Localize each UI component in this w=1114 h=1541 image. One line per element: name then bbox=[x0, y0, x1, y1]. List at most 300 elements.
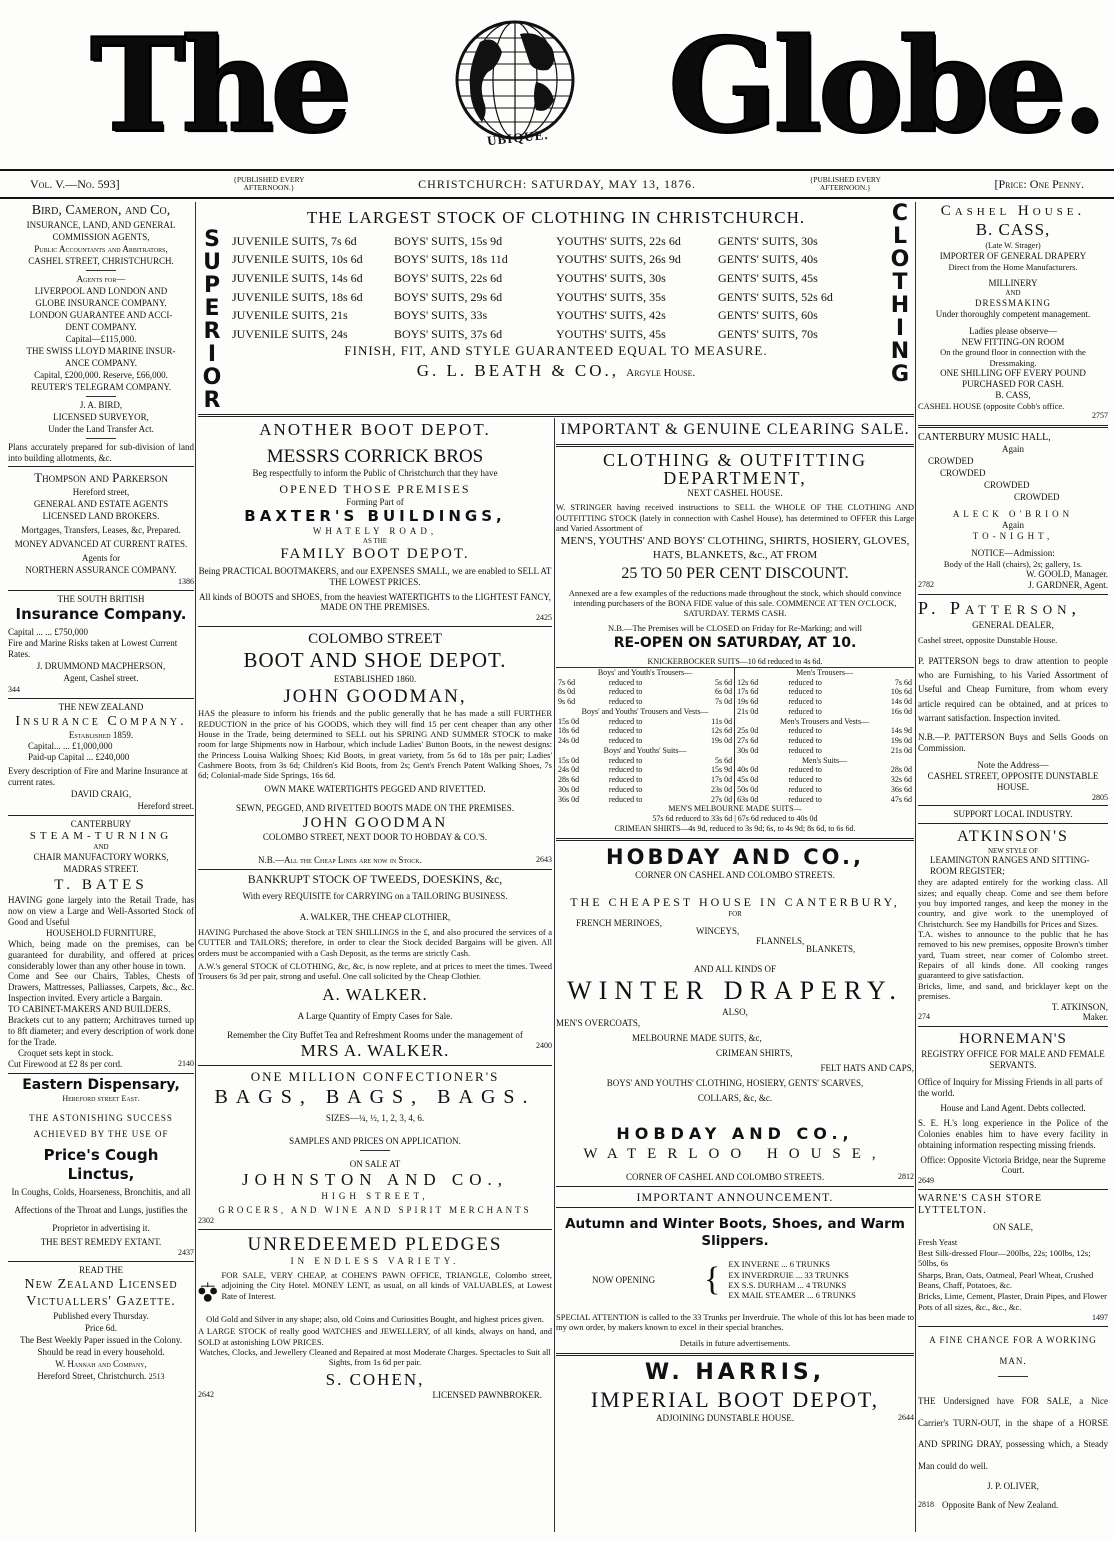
agents-line: Capital, £200,000. Reserve, £66,000. bbox=[34, 369, 168, 380]
column-rule bbox=[554, 418, 555, 1532]
atkinson-body-2: T.A. wishes to announce to the public that he has removed to his new premises, opposite Brown's timber yard, Tuam street, near corner of Colombo street. Repairs of all kinds done. All cooking ranges guaranteed to give satisfaction. bbox=[918, 929, 1108, 981]
ship-line: EX INVERNE ... 6 TRUNKS bbox=[728, 1259, 830, 1270]
colombo-est: ESTABLISHED 1860. bbox=[333, 674, 417, 685]
column-3 bbox=[556, 420, 914, 1424]
beath-firm-line bbox=[198, 361, 914, 382]
table-cell: 19s 0d bbox=[711, 736, 733, 746]
table-row bbox=[735, 678, 914, 688]
beath-row bbox=[232, 325, 880, 344]
melbourne-row: 57s 6d reduced to 33s 6d | 67s 6d reduced to 40s 0d bbox=[652, 814, 818, 824]
table-row bbox=[556, 746, 735, 756]
beath-cell: YOUTHS' SUITS, 22s 6d bbox=[556, 233, 681, 248]
table-row bbox=[735, 726, 914, 736]
warne-item: Best Silk-dressed Flour—200lbs, 22s; 100lbs, 12s; 50lbs, 6s bbox=[918, 1247, 1091, 1269]
reductions-table-right bbox=[735, 668, 914, 805]
table-cell: 7s 6d bbox=[558, 677, 576, 687]
cohen-role: LICENSED PAWNBROKER. bbox=[432, 1390, 542, 1401]
table-cell: 32s 6d bbox=[890, 775, 912, 785]
crimean-shirts: CRIMEAN SHIRTS, bbox=[716, 1048, 793, 1059]
beath-cell: GENTS' SUITS, 70s bbox=[718, 326, 818, 341]
table-cell: reduced to bbox=[788, 677, 822, 687]
bates-body-3: Come and See our Chairs, Tables, Chests of Drawers, Mattresses, Palliasses, Carpets, &c., &c. Inspection invited. Every article a Bargain. bbox=[8, 971, 194, 1004]
beath-row bbox=[232, 288, 880, 307]
price-title: Price's Cough Linctus, bbox=[43, 1146, 159, 1183]
agents-line: ANCE COMPANY. bbox=[64, 357, 138, 368]
table-cell: reduced to bbox=[608, 775, 643, 785]
walker-remember: Remember the City Buffet Tea and Refreshment Rooms under the management of bbox=[227, 1030, 523, 1041]
superior-vertical bbox=[200, 228, 224, 412]
million: ONE MILLION CONFECTIONER'S bbox=[250, 1069, 500, 1085]
johnston: JOHNSTON AND CO., bbox=[241, 1170, 509, 1190]
beath-row bbox=[232, 269, 880, 288]
bird-plans: Plans accurately prepared for sub-division of land into building allotments, &c. bbox=[8, 441, 194, 463]
table-cell: 28s 0d bbox=[890, 765, 912, 775]
fine-chance: A FINE CHANCE FOR A WORKING MAN. bbox=[929, 1334, 1097, 1367]
walker-cheap: A. WALKER, THE CHEAP CLOTHIER, bbox=[299, 911, 451, 922]
beath-cell: YOUTHS' SUITS, 35s bbox=[556, 289, 666, 304]
bates-number: 2140 bbox=[178, 1059, 194, 1069]
thompson-agents-line: Agents for bbox=[81, 553, 121, 564]
bird-role-line: Under the Land Transfer Act. bbox=[48, 423, 154, 434]
superior-letter: P bbox=[203, 273, 221, 298]
lv-pub-text: Hereford Street, Christchurch. bbox=[37, 1370, 147, 1381]
cass-name: B. CASS, bbox=[975, 220, 1051, 240]
under-management: Under thoroughly competent management. bbox=[935, 308, 1091, 319]
direct: Direct from the Home Manufacturers. bbox=[948, 261, 1078, 272]
table-cell: 8s 0d bbox=[558, 687, 576, 697]
clothing-vertical bbox=[888, 202, 912, 386]
goold: W. GOOLD, Manager. bbox=[1026, 569, 1108, 580]
table-row bbox=[735, 756, 914, 766]
eastern-sub: Hereford street East. bbox=[62, 1094, 140, 1104]
goodman-number: 2643 bbox=[536, 854, 552, 864]
felt-hats: FELT HATS AND CAPS, bbox=[820, 1062, 914, 1073]
clothing-letter: O bbox=[890, 247, 910, 272]
sizes: SIZES—¼, ½, 1, 2, 3, 4, 6. bbox=[325, 1113, 425, 1124]
nz-paidup: Paid-up Capital ... £240,000 bbox=[28, 751, 130, 762]
table-row bbox=[556, 687, 735, 697]
table-cell: 21s 0d bbox=[737, 706, 759, 716]
lv-pub-line: W. Hannah and Company, bbox=[55, 1358, 147, 1369]
atkinson-foot bbox=[918, 1012, 1108, 1023]
table-cell: 12s 6d bbox=[737, 677, 759, 687]
city-date: CHRISTCHURCH: SATURDAY, MAY 13, 1876. bbox=[418, 176, 697, 191]
new-style: NEW STYLE OF bbox=[987, 846, 1039, 855]
cheapest: THE CHEAPEST HOUSE IN CANTERBURY, bbox=[570, 895, 900, 910]
sewn: SEWN, PEGGED, AND RIVETTED BOOTS MADE ON THE PREMISES. bbox=[235, 802, 515, 813]
thompson-number: 1386 bbox=[178, 577, 194, 587]
table-cell: 47s 6d bbox=[890, 794, 912, 804]
table-cell: 12s 6d bbox=[711, 726, 733, 736]
music-again: Again bbox=[1002, 444, 1024, 455]
beath-row bbox=[232, 306, 880, 325]
beath-cell: BOYS' SUITS, 22s 6d bbox=[394, 270, 503, 285]
table-row bbox=[556, 775, 735, 785]
published-note-left: {PUBLISHED EVERY AFTERNOON.} bbox=[233, 175, 305, 192]
price-number: 2437 bbox=[178, 1247, 194, 1257]
fitting-room: NEW FITTING-ON ROOM bbox=[961, 336, 1065, 347]
bankrupt-title: BANKRUPT STOCK OF TWEEDS, DOESKINS, &c, bbox=[247, 873, 503, 886]
nz-head: THE NEW ZEALAND bbox=[58, 701, 144, 712]
superior-letter: R bbox=[203, 319, 221, 344]
for: FOR bbox=[728, 909, 742, 918]
mrs-walker: MRS A. WALKER. bbox=[300, 1041, 450, 1061]
fabrics bbox=[556, 918, 914, 964]
harris-foot bbox=[556, 1413, 914, 1424]
table-subhead: Boys' and Youths' Trousers and Vests— bbox=[581, 706, 709, 716]
eastern-title: Eastern Dispensary, bbox=[22, 1077, 180, 1094]
table-cell: 40s 0d bbox=[737, 765, 759, 775]
brace-icon: { bbox=[704, 1261, 721, 1299]
beath-cell: JUVENILE SUITS, 24s bbox=[232, 326, 348, 341]
atkinson: ATKINSON'S bbox=[957, 828, 1069, 846]
price-body: In Coughs, Colds, Hoarseness, Bronchitis, and all Affections of the Throat and Lungs, justifies the Proprietor in advertising it. bbox=[11, 1187, 191, 1233]
table-cell: 9s 6d bbox=[558, 697, 576, 707]
annexed: Annexed are a few examples of the reductions made throughout the stock, which should convince intending purchasers of the BONA FIDE value of this sale. COMMENCE AT TEN O'CLOCK, SATURDAY. TERMS CASH. bbox=[568, 587, 902, 619]
colombo-big: BOOT AND SHOE DEPOT. bbox=[243, 648, 507, 673]
note-address: Note the Address— bbox=[977, 759, 1049, 770]
table-cell: 24s 0d bbox=[558, 765, 580, 775]
sb-head: THE SOUTH BRITISH bbox=[57, 593, 145, 604]
pledges: UNREDEEMED PLEDGES bbox=[247, 1233, 503, 1255]
tonight: TO-NIGHT, bbox=[972, 531, 1054, 542]
table-row bbox=[556, 736, 735, 746]
sb-agent-line: J. DRUMMOND MACPHERSON, bbox=[36, 661, 166, 672]
bird-line: COMMISSION AGENTS, bbox=[52, 232, 150, 243]
beath-title: THE LARGEST STOCK OF CLOTHING IN CHRISTCHURCH. bbox=[306, 208, 806, 227]
thompson-agents bbox=[8, 553, 194, 576]
sb-number: 344 bbox=[8, 684, 20, 694]
beath-cell: BOYS' SUITS, 29s 6d bbox=[394, 289, 503, 304]
thompson-agents-line: NORTHERN ASSURANCE COMPANY. bbox=[25, 565, 177, 576]
price: [Price: One Penny. bbox=[994, 176, 1084, 191]
flannels: FLANNELS, bbox=[756, 936, 805, 947]
goodman-body: HAS the pleasure to inform his friends and the public generally that he has made a still FURTHER REDUCTION in the price of his GOODS, which they will find 15 per cent cheaper than any other House in the Trade, being determined to SELL out his SPRING AND SUMMER STOCK to make room for large Shipments now in Harbour, which include Ladies' Button Boots, in the newest designs: the Princess Louisa Walking Shoes; Kid Boots, in great variety, from 5s 6d to 18s per pair; Ladies' Cashmere Boots, from 3s 6d; Children's Kid Boots, from 2s; Gent's French Patent Walking Shoes, 7s 6d; Colonial-made Side Springs, 16s 6d. bbox=[198, 708, 552, 781]
goodman-nb-line bbox=[198, 855, 552, 866]
table-cell: reduced to bbox=[788, 775, 822, 785]
table-cell: reduced to bbox=[788, 706, 822, 716]
steam-and: AND bbox=[93, 842, 109, 851]
nz-title: Insurance Company. bbox=[15, 713, 187, 729]
masthead-globe: Globe. bbox=[668, 11, 1103, 161]
table-cell: 6s 0d bbox=[715, 687, 733, 697]
now-opening: NOW OPENING bbox=[592, 1274, 656, 1285]
table-cell: 14s 0d bbox=[890, 697, 912, 707]
crowded bbox=[918, 456, 1108, 503]
table-cell: 27s 6d bbox=[737, 736, 759, 746]
bird-role bbox=[8, 412, 194, 435]
table-cell: 17s 6d bbox=[737, 687, 759, 697]
superior-letter: E bbox=[204, 296, 220, 321]
bates-cabinet: TO CABINET-MAKERS AND BUILDERS. bbox=[8, 1004, 171, 1015]
table-cell: 27s 0d bbox=[711, 794, 733, 804]
lv-line: Published every Thursday. bbox=[53, 1310, 149, 1321]
sb-capital: Capital ... ... £750,000 bbox=[8, 627, 88, 638]
agents-line: Capital—£115,000. bbox=[65, 333, 137, 344]
ship-line: EX S.S. DURHAM ... 4 TRUNKS bbox=[728, 1279, 847, 1290]
details: Details in future advertisements. bbox=[679, 1338, 791, 1349]
harris-number: 2644 bbox=[898, 1413, 914, 1423]
table-row bbox=[735, 785, 914, 795]
table-cell: 5s 6d bbox=[715, 677, 733, 687]
beath-ad bbox=[198, 202, 914, 417]
bird-line: Public Accountants and Arbitrators, bbox=[34, 244, 168, 255]
table-cell: reduced to bbox=[608, 736, 643, 746]
bates-name: T. BATES bbox=[54, 877, 148, 894]
clothing-letter: H bbox=[890, 293, 910, 318]
nz-agent-line: DAVID CRAIG, bbox=[70, 788, 132, 799]
thompson-line: LICENSED LAND BROKERS. bbox=[42, 511, 160, 522]
cass-name-2: B. CASS, bbox=[995, 390, 1031, 401]
beath-finish: FINISH, FIT, AND STYLE GUARANTEED EQUAL TO MEASURE. bbox=[344, 343, 768, 359]
pawnbroker-balls-icon bbox=[198, 1270, 217, 1314]
corrick-name: MESSRS CORRICK BROS bbox=[266, 445, 484, 467]
table-subhead: Boys' and Youth's Trousers— bbox=[597, 667, 693, 677]
warne-number: 1497 bbox=[1092, 1313, 1108, 1323]
atkinson-maker: Maker. bbox=[1082, 1012, 1108, 1023]
bird-line: CASHEL STREET, CHRISTCHURCH. bbox=[28, 255, 174, 266]
goodman-address: COLOMBO STREET, NEXT DOOR TO HOBDAY & CO.'S. bbox=[262, 831, 488, 842]
importer: IMPORTER OF GENERAL DRAPERY bbox=[939, 250, 1087, 261]
table-cell: 36s 0d bbox=[558, 794, 580, 804]
table-cell: reduced to bbox=[788, 784, 822, 794]
clothing-letter: I bbox=[895, 316, 905, 341]
merinoes: FRENCH MERINOES, bbox=[576, 918, 663, 929]
agents-line: THE SWISS LLOYD MARINE INSUR- bbox=[26, 345, 176, 356]
bags: BAGS, BAGS, BAGS. bbox=[214, 1085, 536, 1108]
table-cell: reduced to bbox=[608, 716, 643, 726]
agents-for: Agents for— bbox=[76, 273, 126, 284]
all-kinds: AND ALL KINDS OF bbox=[694, 964, 776, 975]
bird-name: J. A. BIRD, bbox=[79, 399, 123, 410]
sb-agent-line: Agent, Cashel street. bbox=[63, 673, 139, 684]
beath-cell: JUVENILE SUITS, 7s 6d bbox=[232, 233, 357, 248]
steam-line: CHAIR MANUFACTORY WORKS, bbox=[33, 852, 169, 863]
table-cell: 7s 0d bbox=[715, 697, 733, 707]
family-boot-depot: FAMILY BOOT DEPOT. bbox=[280, 546, 470, 563]
table-row bbox=[735, 668, 914, 678]
reductions-table-left bbox=[556, 668, 735, 805]
special-attention: SPECIAL ATTENTION is called to the 33 Trunks per Inverdruie. The whole of this lot has been made to my own order, by makers known to excel in their special branches. bbox=[556, 1311, 914, 1332]
table-row bbox=[735, 775, 914, 785]
steam-lines bbox=[8, 852, 194, 875]
steam-line: MADRAS STREET. bbox=[63, 864, 139, 875]
table-row bbox=[556, 726, 735, 736]
masthead-the: The bbox=[90, 11, 348, 161]
next-cashel: NEXT CASHEL HOUSE. bbox=[687, 488, 783, 499]
cass-late: (Late W. Strager) bbox=[985, 241, 1041, 251]
beath-cell: YOUTHS' SUITS, 26s 9d bbox=[556, 252, 681, 267]
beath-cell: YOUTHS' SUITS, 42s bbox=[556, 308, 666, 323]
beath-row bbox=[232, 232, 880, 251]
oliver-addr: Opposite Bank of New Zealand. bbox=[942, 1500, 1059, 1511]
masthead bbox=[0, 0, 1114, 170]
crowded-line: CROWDED bbox=[928, 456, 974, 467]
grocers: GROCERS, AND WINE AND SPIRIT MERCHANTS bbox=[218, 1204, 532, 1215]
horneman-office-2: Office: Opposite Victoria Bridge, near the Supreme Court. bbox=[920, 1154, 1106, 1176]
column-rule bbox=[915, 202, 916, 1532]
johnston-number: 2302 bbox=[198, 1215, 214, 1225]
table-row bbox=[556, 697, 735, 707]
warne-item: Bricks, Lime, Cement, Plaster, Drain Pipes, and Flower Pots of all sizes, &c., &c., &c. bbox=[918, 1291, 1107, 1312]
corrick-number: 2425 bbox=[536, 613, 552, 623]
nb-closed: N.B.—The Premises will be CLOSED on Friday for Re-Marking; and will bbox=[607, 622, 863, 633]
blankets: BLANKETS, bbox=[806, 944, 856, 955]
table-cell: reduced to bbox=[608, 726, 643, 736]
music-foot bbox=[918, 580, 1108, 591]
agents-line: LIVERPOOL AND LONDON AND bbox=[34, 285, 168, 296]
high-street: HIGH STREET, bbox=[321, 1190, 429, 1201]
melbourne-suits: MELBOURNE MADE SUITS, &c, bbox=[632, 1033, 762, 1044]
general-dealer: GENERAL DEALER, bbox=[972, 620, 1054, 631]
hobday-number: 2812 bbox=[898, 1171, 914, 1181]
crowded-line: CROWDED bbox=[984, 480, 1030, 491]
table-cell: 63s 0d bbox=[737, 794, 759, 804]
endless: IN ENDLESS VARIETY. bbox=[290, 1255, 460, 1266]
table-cell: 24s 0d bbox=[558, 736, 580, 746]
corrick-body-2: All kinds of BOOTS and SHOES, from the heaviest WATERTIGHTS to the LIGHTEST FANCY, MADE ON THE PREMISES. bbox=[198, 591, 552, 613]
horneman-house: House and Land Agent. Debts collected. bbox=[940, 1102, 1086, 1113]
cohen-body: FOR SALE, VERY CHEAP, at COHEN'S PAWN OFFICE, TRIANGLE, Colombo street, adjoining the City Hotel. MONEY LENT, as usual, on all kinds of VALUABLES, at Lowest Rate of Interest. bbox=[221, 1269, 552, 1301]
music-hall: CANTERBURY MUSIC HALL, bbox=[918, 432, 1051, 444]
boot-depot-title: ANOTHER BOOT DEPOT. bbox=[259, 420, 491, 439]
table-cell: reduced to bbox=[788, 687, 822, 697]
overcoats: MEN'S OVERCOATS, bbox=[556, 1018, 641, 1029]
beath-cell: JUVENILE SUITS, 21s bbox=[232, 308, 348, 323]
column-1 bbox=[8, 202, 194, 1383]
oliver-name: J. P. OLIVER, bbox=[987, 1481, 1039, 1492]
beath-cell: BOYS' SUITS, 33s bbox=[394, 308, 488, 323]
support-industry: SUPPORT LOCAL INDUSTRY. bbox=[953, 809, 1073, 820]
walker-body: HAVING Purchased the above Stock at TEN SHILLINGS in the £, and also procured the services of a CUTTER and TAILORS; therefore, in order to clear the Stock decided Bargains will be given. All orders must be accompanied with a Cash Deposit, as the terms are strictly Cash. bbox=[198, 926, 552, 958]
dateline bbox=[0, 169, 1114, 199]
nz-established: Established 1859. bbox=[68, 729, 134, 740]
table-cell: 15s 0d bbox=[558, 716, 580, 726]
music-again-2: Again bbox=[1002, 520, 1024, 531]
beath-price-rows bbox=[232, 232, 880, 344]
bird-title: Bird, Cameron, and Co, bbox=[31, 203, 171, 218]
cohen-foot bbox=[198, 1390, 552, 1401]
walker-body-2: A.W.'s general STOCK of CLOTHING, &c, &c, is now replete, and at prices to meet the times. Tweed Trousers 6s 3d per pair, strong and useful. One call solicited by the Cheap Clothier. bbox=[198, 960, 552, 982]
column-4 bbox=[918, 202, 1108, 1511]
ladies: Ladies please observe— bbox=[969, 325, 1057, 336]
thompson-line: GENERAL AND ESTATE AGENTS bbox=[33, 499, 169, 510]
cohen-number: 2642 bbox=[198, 1390, 214, 1400]
beath-cell: JUVENILE SUITS, 10s 6d bbox=[232, 252, 363, 267]
cashel-house-title: Cashel House. bbox=[940, 203, 1086, 219]
sb-title: Insurance Company. bbox=[15, 604, 187, 623]
crowded-line: CROWDED bbox=[940, 468, 986, 479]
thompson-mortgages: Mortgages, Transfers, Leases, &c, Prepared. bbox=[21, 525, 181, 536]
superior-letter: S bbox=[204, 227, 220, 252]
table-cell: 28s 6d bbox=[558, 775, 580, 785]
volume-number: Vol. V.—No. 593] bbox=[30, 176, 120, 191]
nz-agent bbox=[8, 789, 194, 812]
adjoining: ADJOINING DUNSTABLE HOUSE. bbox=[656, 1413, 795, 1424]
table-subhead: Men's Suits— bbox=[801, 755, 848, 765]
table-cell: reduced to bbox=[788, 726, 822, 736]
table-cell: 11s 0d bbox=[711, 716, 733, 726]
knickerbocker: KNICKERBOCKER SUITS—10 6d reduced to 4s 6d. bbox=[647, 657, 823, 667]
table-row bbox=[556, 785, 735, 795]
thompson-money: MONEY ADVANCED AT CURRENT RATES. bbox=[14, 539, 188, 550]
beath-house: Argyle House. bbox=[626, 367, 696, 380]
beath-cell: GENTS' SUITS, 45s bbox=[718, 270, 818, 285]
column-rule bbox=[195, 202, 196, 1532]
walker-cases: A Large Quantity of Empty Cases for Sale. bbox=[297, 1011, 453, 1022]
winceys: WINCEYS, bbox=[696, 926, 740, 937]
atkinson-name: T. ATKINSON, bbox=[1051, 1001, 1108, 1012]
table-cell: 15s 9d bbox=[711, 765, 733, 775]
beath-cell: YOUTHS' SUITS, 30s bbox=[556, 270, 666, 285]
lv-title: New Zealand Licensed Victuallers' Gazette. bbox=[24, 1276, 178, 1309]
beath-cell: BOYS' SUITS, 37s 6d bbox=[394, 326, 503, 341]
hobday-foot bbox=[556, 1172, 914, 1183]
table-cell: reduced to bbox=[608, 765, 643, 775]
table-cell: 16s 0d bbox=[890, 706, 912, 716]
warne-items bbox=[918, 1237, 1108, 1313]
table-cell: 19s 0d bbox=[890, 736, 912, 746]
shipments bbox=[556, 1259, 914, 1301]
agents-line: REUTER'S TELEGRAM COMPANY. bbox=[30, 381, 172, 392]
steam-head: CANTERBURY bbox=[70, 818, 132, 829]
baxter: BAXTER'S BUILDINGS, bbox=[244, 507, 506, 526]
also: ALSO, bbox=[722, 1007, 748, 1018]
bates-body: HAVING gone largely into the Retail Trade, has now on view a Large and Well-Assorted Stock of Good and Useful bbox=[8, 894, 194, 927]
agents-line: GLOBE INSURANCE COMPANY. bbox=[35, 297, 167, 308]
winter-drapery: WINTER DRAPERY. bbox=[567, 976, 903, 1006]
clothing-department: CLOTHING & OUTFITTING DEPARTMENT, bbox=[603, 449, 867, 489]
table-cell: reduced to bbox=[788, 736, 822, 746]
gardner: J. GARDNER, Agent. bbox=[1028, 580, 1108, 591]
table-cell: 19s 6d bbox=[737, 697, 759, 707]
clothing-letter: G bbox=[890, 362, 910, 387]
cass-number: 2757 bbox=[1092, 411, 1108, 421]
table-row bbox=[735, 707, 914, 717]
lv-line: Price 6d. bbox=[85, 1322, 117, 1333]
lv-line: Should be read in every household. bbox=[37, 1346, 165, 1357]
beath-cell: GENTS' SUITS, 60s bbox=[718, 308, 818, 323]
table-cell: reduced to bbox=[788, 765, 822, 775]
thompson-lines bbox=[8, 487, 194, 522]
melbourne: MEN'S MELBOURNE MADE SUITS— bbox=[668, 804, 802, 814]
table-cell: 23s 0d bbox=[711, 784, 733, 794]
cohen-name: S. COHEN, bbox=[325, 1369, 425, 1389]
on-sale: ON SALE AT bbox=[349, 1159, 401, 1170]
table-cell: reduced to bbox=[608, 794, 643, 804]
hobday-corner-2: CORNER OF CASHEL AND COLOMBO STREETS. bbox=[626, 1171, 825, 1182]
clearing-title: IMPORTANT & GENUINE CLEARING SALE. bbox=[560, 421, 910, 438]
warne-item: Fresh Yeast bbox=[918, 1236, 958, 1247]
lv-read: READ THE bbox=[78, 1264, 124, 1275]
table-cell: 14s 9d bbox=[890, 726, 912, 736]
lv-publisher bbox=[8, 1359, 194, 1382]
registry: REGISTRY OFFICE FOR MALE AND FEMALE SERVANTS. bbox=[921, 1048, 1105, 1070]
cohen-gold: Old Gold and Silver in any shape; also, old Coins and Curiosities Bought, and highest prices given. bbox=[206, 1313, 544, 1324]
notice: NOTICE—Admission: bbox=[971, 548, 1055, 559]
patterson-body: P. PATTERSON begs to draw attention to people who are Furnishing, to his Varied Assortment of Useful and Cheap Furniture, from whom every article required can be obtained, and at prices to warrant satisfaction. Inspection invited. bbox=[918, 655, 1108, 724]
cohen-body-3: Watches, Clocks, and Jewellery Cleaned and Repaired at most Moderate Charges. Spectacles to Suit all Sights, from 1s 6d per pair. bbox=[199, 1346, 551, 1368]
leamington: LEAMINGTON RANGES AND SITTING-ROOM REGISTER; bbox=[930, 855, 1090, 877]
table-cell: 36s 6d bbox=[890, 784, 912, 794]
masthead-motto: UBIQUE. bbox=[486, 126, 550, 149]
forming: Forming Part of bbox=[346, 496, 404, 507]
table-cell: 30s 0d bbox=[737, 745, 759, 755]
beath-cell: YOUTHS' SUITS, 45s bbox=[556, 326, 666, 341]
bankrupt-sub: With every REQUISITE for CARRYING on a TAILORING BUSINESS. bbox=[242, 890, 508, 901]
reductions-tables bbox=[556, 667, 914, 805]
aleck: ALECK O'BRION bbox=[952, 509, 1074, 520]
